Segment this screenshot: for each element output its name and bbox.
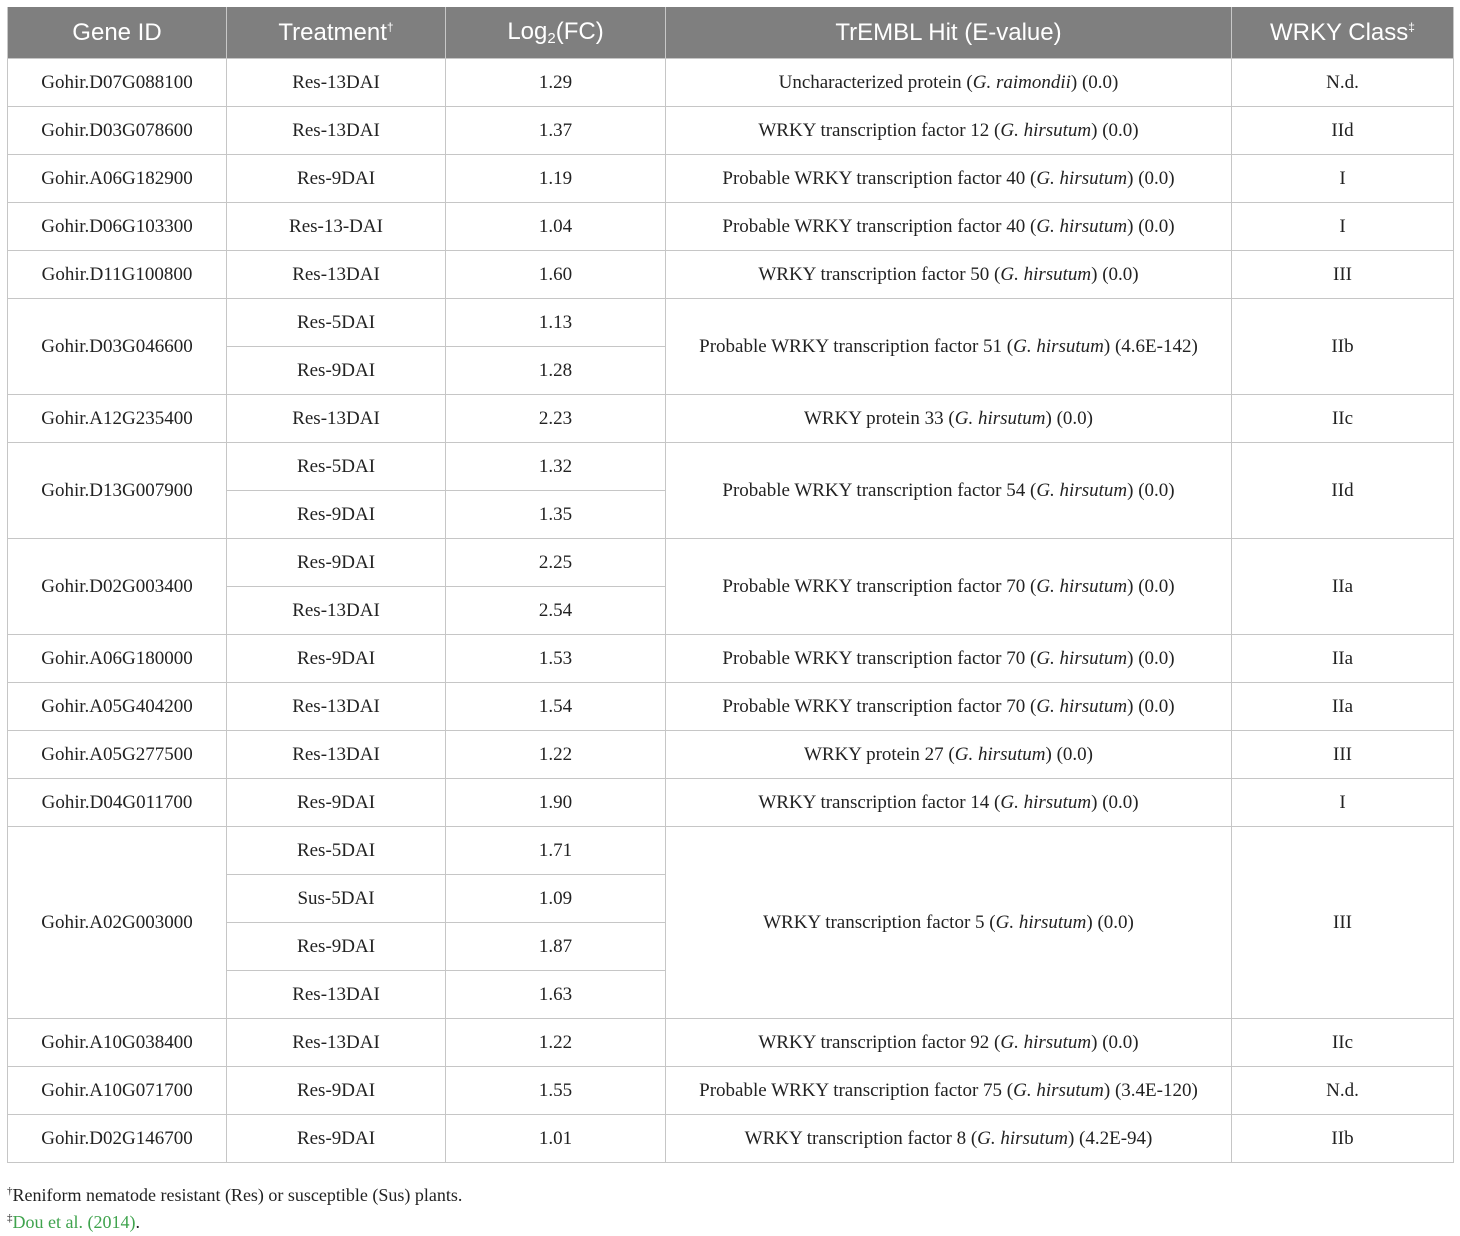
log2fc-cell: 1.28 — [446, 347, 666, 395]
trembl-hit-cell: WRKY transcription factor 5 (G. hirsutum) (0.0) — [666, 827, 1232, 1019]
trembl-hit-cell: Probable WRKY transcription factor 70 (G. hirsutum) (0.0) — [666, 635, 1232, 683]
treatment-cell: Res-13DAI — [227, 107, 446, 155]
treatment-cell: Res-5DAI — [227, 827, 446, 875]
table-row — [8, 59, 1454, 107]
gene-id-cell: Gohir.A05G277500 — [8, 731, 227, 779]
treatment-cell: Res-13-DAI — [227, 203, 446, 251]
trembl-hit-cell: WRKY protein 33 (G. hirsutum) (0.0) — [666, 395, 1232, 443]
log2fc-cell: 1.63 — [446, 971, 666, 1019]
gene-id-cell: Gohir.D06G103300 — [8, 203, 227, 251]
table-row — [8, 203, 1454, 251]
header-class: WRKY Class‡ — [1232, 7, 1454, 59]
header-gene-id: Gene ID — [8, 7, 227, 59]
log2fc-cell: 1.35 — [446, 491, 666, 539]
table-row — [8, 683, 1454, 731]
wrky-class-cell: I — [1232, 155, 1454, 203]
trembl-hit-cell: Probable WRKY transcription factor 40 (G. hirsutum) (0.0) — [666, 155, 1232, 203]
gene-id-cell: Gohir.A10G071700 — [8, 1067, 227, 1115]
log2fc-cell: 1.90 — [446, 779, 666, 827]
wrky-class-cell: III — [1232, 827, 1454, 1019]
treatment-cell: Res-13DAI — [227, 1019, 446, 1067]
trembl-hit-cell: WRKY transcription factor 92 (G. hirsutum) (0.0) — [666, 1019, 1232, 1067]
header-treatment: Treatment† — [227, 7, 446, 59]
log2fc-cell: 2.25 — [446, 539, 666, 587]
trembl-hit-cell: Uncharacterized protein (G. raimondii) (0.0) — [666, 59, 1232, 107]
species-name: G. hirsutum — [1000, 263, 1092, 285]
table-body — [8, 59, 1454, 1163]
treatment-cell: Res-9DAI — [227, 1067, 446, 1115]
gene-id-cell: Gohir.D02G003400 — [8, 539, 227, 635]
treatment-cell: Res-13DAI — [227, 731, 446, 779]
log2fc-cell: 1.60 — [446, 251, 666, 299]
footnote-dagger: †Reniform nematode resistant (Res) or susceptible (Sus) plants. — [7, 1185, 463, 1205]
wrky-class-cell: IId — [1232, 107, 1454, 155]
log2fc-cell: 1.01 — [446, 1115, 666, 1163]
treatment-cell: Res-13DAI — [227, 251, 446, 299]
wrky-class-cell: IIb — [1232, 1115, 1454, 1163]
header-row — [8, 7, 1454, 59]
treatment-cell: Res-9DAI — [227, 155, 446, 203]
wrky-class-cell: IIc — [1232, 395, 1454, 443]
species-name: G. raimondii — [972, 71, 1071, 93]
table-row — [8, 827, 1454, 875]
header-trembl: TrEMBL Hit (E-value) — [666, 7, 1232, 59]
wrky-class-cell: III — [1232, 731, 1454, 779]
log2fc-cell: 1.22 — [446, 731, 666, 779]
log2fc-cell: 1.71 — [446, 827, 666, 875]
log2fc-cell: 1.32 — [446, 443, 666, 491]
wrky-class-cell: IIa — [1232, 539, 1454, 635]
species-name: G. hirsutum — [1013, 1079, 1104, 1101]
species-name: G. hirsutum — [1036, 215, 1128, 237]
table-row — [8, 251, 1454, 299]
trembl-hit-cell: WRKY transcription factor 8 (G. hirsutum) (4.2E-94) — [666, 1115, 1232, 1163]
wrky-class-cell: IId — [1232, 443, 1454, 539]
log2fc-cell: 1.29 — [446, 59, 666, 107]
table-row — [8, 731, 1454, 779]
gene-id-cell: Gohir.D07G088100 — [8, 59, 227, 107]
footnote-ddagger: ‡Dou et al. (2014). — [7, 1212, 140, 1232]
trembl-hit-cell: Probable WRKY transcription factor 75 (G. hirsutum) (3.4E-120) — [666, 1067, 1232, 1115]
treatment-cell: Res-9DAI — [227, 923, 446, 971]
species-name: G. hirsutum — [1036, 575, 1128, 597]
log2fc-cell: 1.53 — [446, 635, 666, 683]
trembl-hit-cell: Probable WRKY transcription factor 70 (G. hirsutum) (0.0) — [666, 683, 1232, 731]
table-row — [8, 443, 1454, 491]
table-row — [8, 155, 1454, 203]
treatment-cell: Res-5DAI — [227, 299, 446, 347]
wrky-table — [7, 7, 1454, 1163]
wrky-class-cell: IIc — [1232, 1019, 1454, 1067]
wrky-class-cell: III — [1232, 251, 1454, 299]
species-name: G. hirsutum — [977, 1127, 1068, 1149]
table-row — [8, 107, 1454, 155]
species-name: G. hirsutum — [1036, 167, 1128, 189]
gene-id-cell: Gohir.A06G180000 — [8, 635, 227, 683]
reference-link[interactable]: Dou et al. (2014) — [12, 1212, 136, 1232]
trembl-hit-cell: Probable WRKY transcription factor 70 (G. hirsutum) (0.0) — [666, 539, 1232, 635]
log2fc-cell: 1.37 — [446, 107, 666, 155]
wrky-class-cell: I — [1232, 203, 1454, 251]
log2fc-cell: 1.09 — [446, 875, 666, 923]
species-name: G. hirsutum — [1036, 695, 1128, 717]
trembl-hit-cell: WRKY transcription factor 14 (G. hirsutum) (0.0) — [666, 779, 1232, 827]
species-name: G. hirsutum — [1013, 335, 1104, 357]
log2fc-cell: 1.19 — [446, 155, 666, 203]
log2fc-cell: 1.13 — [446, 299, 666, 347]
log2fc-cell: 2.54 — [446, 587, 666, 635]
species-name: G. hirsutum — [954, 407, 1046, 429]
wrky-class-cell: I — [1232, 779, 1454, 827]
log2fc-cell: 1.55 — [446, 1067, 666, 1115]
species-name: G. hirsutum — [1000, 119, 1092, 141]
trembl-hit-cell: Probable WRKY transcription factor 51 (G. hirsutum) (4.6E-142) — [666, 299, 1232, 395]
trembl-hit-cell: WRKY transcription factor 12 (G. hirsutum) (0.0) — [666, 107, 1232, 155]
treatment-cell: Res-13DAI — [227, 59, 446, 107]
gene-id-cell: Gohir.A10G038400 — [8, 1019, 227, 1067]
treatment-cell: Res-13DAI — [227, 971, 446, 1019]
trembl-hit-cell: Probable WRKY transcription factor 54 (G. hirsutum) (0.0) — [666, 443, 1232, 539]
gene-id-cell: Gohir.D11G100800 — [8, 251, 227, 299]
gene-id-cell: Gohir.D02G146700 — [8, 1115, 227, 1163]
wrky-class-cell: N.d. — [1232, 1067, 1454, 1115]
species-name: G. hirsutum — [1036, 479, 1128, 501]
gene-id-cell: Gohir.A02G003000 — [8, 827, 227, 1019]
log2fc-cell: 1.04 — [446, 203, 666, 251]
treatment-cell: Res-13DAI — [227, 683, 446, 731]
ddagger-mark: ‡ — [1408, 19, 1415, 34]
treatment-cell: Res-9DAI — [227, 539, 446, 587]
treatment-cell: Res-9DAI — [227, 491, 446, 539]
gene-id-cell: Gohir.A06G182900 — [8, 155, 227, 203]
species-name: G. hirsutum — [1036, 647, 1128, 669]
species-name: G. hirsutum — [995, 911, 1087, 933]
gene-id-cell: Gohir.D03G046600 — [8, 299, 227, 395]
treatment-cell: Res-9DAI — [227, 779, 446, 827]
gene-id-cell: Gohir.D13G007900 — [8, 443, 227, 539]
trembl-hit-cell: Probable WRKY transcription factor 40 (G. hirsutum) (0.0) — [666, 203, 1232, 251]
gene-id-cell: Gohir.D03G078600 — [8, 107, 227, 155]
trembl-hit-cell: WRKY protein 27 (G. hirsutum) (0.0) — [666, 731, 1232, 779]
footnotes — [7, 1178, 462, 1232]
header-log2fc: Log$_2$(FC) — [446, 7, 666, 59]
table-row — [8, 539, 1454, 587]
log2fc-cell: 1.87 — [446, 923, 666, 971]
table-row — [8, 635, 1454, 683]
treatment-cell: Res-5DAI — [227, 443, 446, 491]
dagger-mark: † — [386, 19, 394, 34]
table-row — [8, 299, 1454, 347]
treatment-cell: Res-9DAI — [227, 1115, 446, 1163]
wrky-class-cell: N.d. — [1232, 59, 1454, 107]
table-row — [8, 1019, 1454, 1067]
log2fc-cell: 2.23 — [446, 395, 666, 443]
wrky-class-cell: IIa — [1232, 635, 1454, 683]
treatment-cell: Res-13DAI — [227, 395, 446, 443]
species-name: G. hirsutum — [954, 743, 1046, 765]
species-name: G. hirsutum — [1000, 1031, 1092, 1053]
table-row — [8, 1115, 1454, 1163]
treatment-cell: Res-9DAI — [227, 347, 446, 395]
treatment-cell: Res-13DAI — [227, 587, 446, 635]
trembl-hit-cell: WRKY transcription factor 50 (G. hirsutum) (0.0) — [666, 251, 1232, 299]
species-name: G. hirsutum — [1000, 791, 1092, 813]
gene-id-cell: Gohir.D04G011700 — [8, 779, 227, 827]
log2fc-cell: 1.22 — [446, 1019, 666, 1067]
table-row — [8, 779, 1454, 827]
log2fc-cell: 1.54 — [446, 683, 666, 731]
wrky-class-cell: IIa — [1232, 683, 1454, 731]
treatment-cell: Sus-5DAI — [227, 875, 446, 923]
treatment-cell: Res-9DAI — [227, 635, 446, 683]
table-row — [8, 1067, 1454, 1115]
wrky-class-cell: IIb — [1232, 299, 1454, 395]
gene-id-cell: Gohir.A12G235400 — [8, 395, 227, 443]
table-row — [8, 395, 1454, 443]
gene-id-cell: Gohir.A05G404200 — [8, 683, 227, 731]
table-container — [7, 7, 1453, 1163]
